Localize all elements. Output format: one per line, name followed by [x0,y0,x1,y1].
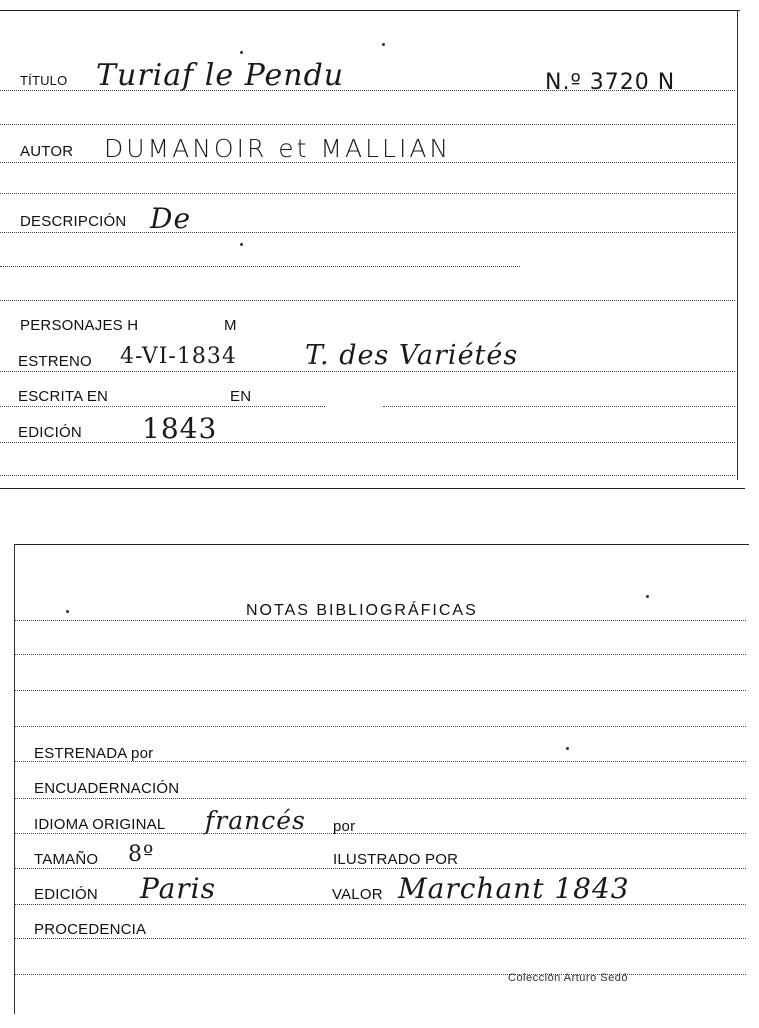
encuadernacion-line [14,798,746,799]
idioma-label: IDIOMA ORIGINAL [34,816,166,833]
tamano-line [14,868,746,869]
blank-line [14,690,746,691]
blank-line [14,974,746,975]
idioma-value: francés [205,806,306,835]
estreno-date: 4-VI-1834 [120,344,237,369]
titulo-label: TÍTULO [20,73,68,88]
estreno-label: ESTRENO [18,353,92,370]
titulo-value: Turiaf le Pendu [96,58,345,93]
blank-line [0,300,735,301]
blank-line [14,726,746,727]
ink-speck [382,43,385,46]
personajes-label: PERSONAJES H [20,317,139,334]
card-left-edge [14,544,15,1014]
estreno-theatre: T. des Variétés [305,340,519,371]
edicion2-value: Paris [140,872,216,905]
escrita-line [0,406,325,407]
blank-line [0,124,735,125]
card-right-edge [737,10,738,480]
valor-value: Marchant 1843 [398,872,630,905]
blank-line [14,654,746,655]
edicion2-line [14,904,746,905]
autor-label: AUTOR [20,143,74,160]
ink-speck [66,610,69,613]
tamano-value: 8º [128,842,155,867]
escrita-line-right [383,406,735,407]
personajes-m-label: M [224,317,237,334]
ink-speck [566,747,569,750]
encuadernacion-label: ENCUADERNACIÓN [34,780,180,797]
valor-label: VALOR [332,886,383,903]
edicion-line [0,442,735,443]
catalog-number: N.º 3720 N [545,70,676,95]
card-top-edge [0,10,740,11]
edicion2-label: EDICIÓN [34,886,98,903]
idioma-por-label: por [333,818,356,835]
blank-line [0,266,520,267]
collection-footer: Colección Arturo Sedó [508,972,628,984]
procedencia-line [14,938,746,939]
ink-speck [646,595,649,598]
escrita-en-label: EN [230,388,252,405]
notas-line [14,620,746,621]
notas-heading: NOTAS BIBLIOGRÁFICAS [246,602,478,619]
descripcion-label: DESCRIPCIÓN [20,213,127,230]
card-bottom-edge [0,488,745,489]
estreno-line [0,371,735,372]
ink-speck [240,243,243,246]
autor-value: DUMANOIR et MALLIAN [104,134,452,163]
estrenada-label: ESTRENADA por [34,745,154,762]
card-top-edge [14,544,749,545]
ink-speck [240,51,243,54]
descripcion-line [0,232,735,233]
idioma-line [14,833,746,834]
ilustrado-label: ILUSTRADO POR [333,851,459,868]
procedencia-label: PROCEDENCIA [34,921,147,938]
edicion-label: EDICIÓN [18,424,82,441]
blank-line [0,475,735,476]
edicion-value: 1843 [142,412,218,445]
descripcion-value: De [150,202,192,235]
tamano-label: TAMAÑO [34,851,99,868]
catalog-card-top [0,10,745,492]
catalog-card-bottom [0,540,759,1028]
escrita-label: ESCRITA EN [18,388,109,405]
blank-line [0,193,735,194]
